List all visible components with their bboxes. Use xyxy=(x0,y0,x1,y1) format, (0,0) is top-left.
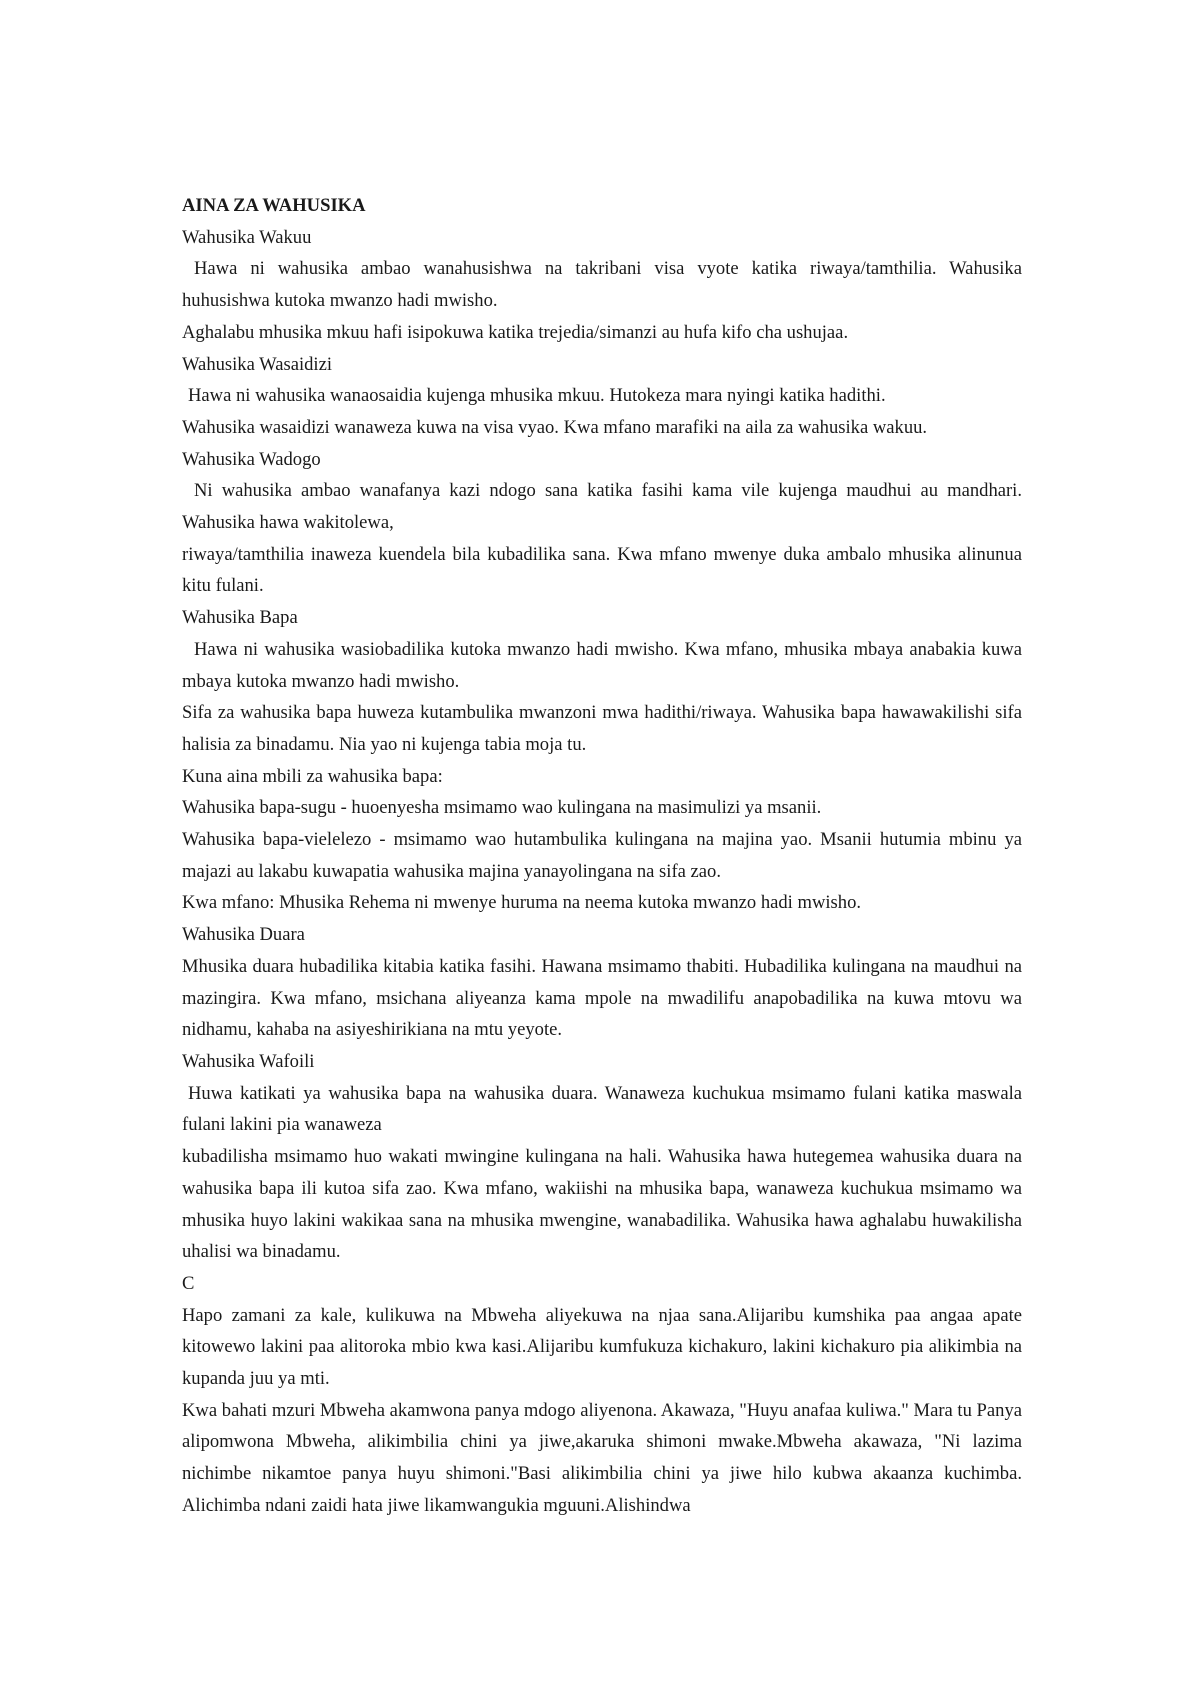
paragraph: Wahusika bapa-sugu - huoenyesha msimamo wao kulingana na masimulizi ya msanii. xyxy=(182,797,822,819)
paragraph: Wahusika bapa-vielelezo - msimamo wao hutambulika kulingana na majina yao. Msanii hutumia mbinu ya majazi au lakabu kuwapatia wahusika majina yanayolingana na sifa zao. xyxy=(182,829,1022,882)
document-body xyxy=(182,190,1022,1522)
paragraph: Ni wahusika ambao wanafanya kazi ndogo sana katika fasihi kama vile kujenga maudhui au mandhari. Wahusika hawa wakitolewa, xyxy=(182,480,1022,534)
paragraph: Wahusika Bapa xyxy=(182,607,298,629)
paragraph-list xyxy=(182,222,1022,1522)
paragraph: Hawa ni wahusika ambao wanahusishwa na takribani visa vyote katika riwaya/tamthilia. Wahusika huhusishwa kutoka mwanzo hadi mwisho. xyxy=(182,258,1022,312)
paragraph: Wahusika Wasaidizi xyxy=(182,353,333,375)
paragraph: Aghalabu mhusika mkuu hafi isipokuwa katika trejedia/simanzi au hufa kifo cha ushujaa. xyxy=(182,321,849,343)
paragraph: riwaya/tamthilia inaweza kuendela bila kubadilika sana. Kwa mfano mwenye duka ambalo mhusika alinunua kitu fulani. xyxy=(182,543,1022,597)
paragraph: Wahusika Duara xyxy=(182,924,305,946)
paragraph: Hapo zamani za kale, kulikuwa na Mbweha aliyekuwa na njaa sana.Alijaribu kumshika paa angaa apate kitowewo lakini paa alitoroka mbio kwa kasi.Alijaribu kumfukuza kichakuro, lakini kichakuro pia alikimbia na kupanda juu ya mti. xyxy=(182,1304,1022,1390)
paragraph: Kwa bahati mzuri Mbweha akamwona panya mdogo aliyenona. Akawaza, "Huyu anafaa kuliwa." Mara tu Panya alipomwona Mbweha, alikimbilia chini ya jiwe,akaruka shimoni mwake.Mbweha akawaza, "Ni lazima nichimbe nikamtoe panya huyu shimoni."Basi alikimbilia chini ya jiwe hilo kubwa akaanza kuchimba. Alichimba ndani zaidi hata jiwe likamwangukia mguuni.Alishindwa xyxy=(182,1399,1022,1516)
paragraph: kubadilisha msimamo huo wakati mwingine kulingana na hali. Wahusika hawa hutegemea wahusika duara na wahusika bapa ili kutoa sifa zao. Kwa mfano, wakiishi na mhusika bapa, wanaweza kuchukua msimamo wa mhusika huyo lakini wakikaa sana na mhusika mwengine, wanabadilika. Wahusika hawa aghalabu huwakilisha uhalisi wa binadamu. xyxy=(182,1146,1022,1263)
paragraph: Kuna aina mbili za wahusika bapa: xyxy=(182,765,443,787)
paragraph: Sifa za wahusika bapa huweza kutambulika mwanzoni mwa hadithi/riwaya. Wahusika bapa hawawakilishi sifa halisia za binadamu. Nia yao ni kujenga tabia moja tu. xyxy=(182,702,1022,755)
document-title: AINA ZA WAHUSIKA xyxy=(182,195,366,216)
paragraph: Wahusika wasaidizi wanaweza kuwa na visa vyao. Kwa mfano marafiki na aila za wahusika wakuu. xyxy=(182,416,928,438)
paragraph: Kwa mfano: Mhusika Rehema ni mwenye huruma na neema kutoka mwanzo hadi mwisho. xyxy=(182,892,862,914)
paragraph: Mhusika duara hubadilika kitabia katika fasihi. Hawana msimamo thabiti. Hubadilika kulingana na maudhui na mazingira. Kwa mfano, msichana aliyeanza kama mpole na mwadilifu anapobadilika na kuwa mtovu wa nidhamu, kahaba na asiyeshirikiana na mtu yeyote. xyxy=(182,955,1022,1041)
paragraph: Hawa ni wahusika wanaosaidia kujenga mhusika mkuu. Hutokeza mara nyingi katika hadithi. xyxy=(188,385,886,407)
paragraph: Wahusika Wafoili xyxy=(182,1050,315,1072)
paragraph: Huwa katikati ya wahusika bapa na wahusika duara. Wanaweza kuchukua msimamo fulani katika maswala fulani lakini pia wanaweza xyxy=(182,1082,1022,1136)
paragraph: C xyxy=(182,1272,195,1294)
paragraph: Wahusika Wadogo xyxy=(182,448,321,470)
paragraph: Wahusika Wakuu xyxy=(182,226,312,248)
paragraph: Hawa ni wahusika wasiobadilika kutoka mwanzo hadi mwisho. Kwa mfano, mhusika mbaya anabakia kuwa mbaya kutoka mwanzo hadi mwisho. xyxy=(182,638,1022,692)
